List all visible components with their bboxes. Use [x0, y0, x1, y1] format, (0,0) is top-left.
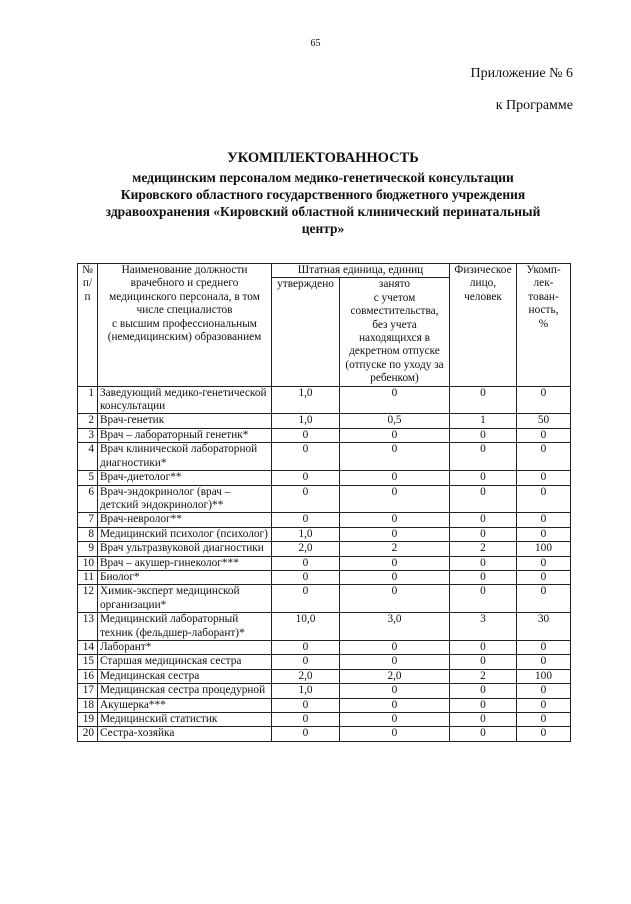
row-staffing-percent: 0 [517, 443, 571, 471]
table-row [78, 542, 571, 556]
row-number: 20 [78, 727, 98, 741]
row-occupied: 0 [340, 570, 450, 584]
row-approved: 0 [272, 443, 340, 471]
row-number: 5 [78, 471, 98, 485]
table-row [78, 443, 571, 471]
header-position: Наименование должности врачебного и среднего медицинского персонала, в том числе специалистов с высшим профессиональным (немедицинским) образованием [98, 264, 272, 387]
row-number: 1 [78, 386, 98, 414]
row-position-name: Врач-невролог** [98, 513, 272, 527]
row-occupied: 0 [340, 556, 450, 570]
row-occupied: 0 [340, 513, 450, 527]
row-position-name: Медицинская сестра [98, 669, 272, 683]
row-number: 17 [78, 684, 98, 698]
table-row [78, 713, 571, 727]
row-number: 10 [78, 556, 98, 570]
row-position-name: Врач ультразвуковой диагностики [98, 542, 272, 556]
row-approved: 0 [272, 698, 340, 712]
row-staffing-percent: 0 [517, 485, 571, 513]
row-number: 19 [78, 713, 98, 727]
row-position-name: Медицинская сестра процедурной [98, 684, 272, 698]
row-occupied: 0 [340, 386, 450, 414]
row-persons: 0 [450, 585, 517, 613]
row-staffing-percent: 0 [517, 428, 571, 442]
row-approved: 0 [272, 471, 340, 485]
page-number: 65 [310, 38, 321, 49]
row-persons: 0 [450, 443, 517, 471]
table-row [78, 386, 571, 414]
row-position-name: Врач клинической лабораторной диагностики* [98, 443, 272, 471]
row-approved: 0 [272, 428, 340, 442]
row-number: 18 [78, 698, 98, 712]
row-position-name: Медицинский лабораторный техник (фельдшер-лаборант)* [98, 613, 272, 641]
header-number: № п/п [78, 264, 98, 387]
row-number: 9 [78, 542, 98, 556]
row-persons: 0 [450, 640, 517, 654]
table-row [78, 684, 571, 698]
row-number: 12 [78, 585, 98, 613]
row-persons: 0 [450, 713, 517, 727]
table-row [78, 527, 571, 541]
table-row [78, 585, 571, 613]
row-number: 14 [78, 640, 98, 654]
row-position-name: Врач-эндокринолог (врач – детский эндокринолог)** [98, 485, 272, 513]
row-approved: 2,0 [272, 669, 340, 683]
row-staffing-percent: 0 [517, 556, 571, 570]
title-line-2: Кировского областного государственного бюджетного учреждения [120, 187, 526, 202]
row-persons: 0 [450, 485, 517, 513]
table-row [78, 727, 571, 741]
row-occupied: 3,0 [340, 613, 450, 641]
table-row [78, 556, 571, 570]
table-row [78, 428, 571, 442]
row-persons: 0 [450, 527, 517, 541]
staffing-table [77, 263, 571, 742]
document-title [80, 150, 566, 237]
row-occupied: 0 [340, 727, 450, 741]
row-persons: 0 [450, 570, 517, 584]
row-position-name: Медицинский психолог (психолог) [98, 527, 272, 541]
table-row [78, 414, 571, 428]
row-occupied: 0,5 [340, 414, 450, 428]
table-row [78, 655, 571, 669]
row-position-name: Сестра-хозяйка [98, 727, 272, 741]
row-position-name: Старшая медицинская сестра [98, 655, 272, 669]
row-staffing-percent: 0 [517, 527, 571, 541]
title-main: УКОМПЛЕКТОВАННОСТЬ [227, 150, 419, 166]
row-approved: 1,0 [272, 527, 340, 541]
row-number: 2 [78, 414, 98, 428]
row-staffing-percent: 0 [517, 640, 571, 654]
row-staffing-percent: 0 [517, 727, 571, 741]
row-occupied: 0 [340, 428, 450, 442]
table-row [78, 485, 571, 513]
header-approved: утверждено [272, 278, 340, 386]
row-number: 16 [78, 669, 98, 683]
row-persons: 1 [450, 414, 517, 428]
row-staffing-percent: 100 [517, 542, 571, 556]
title-line-1: медицинским персоналом медико-генетической консультации [132, 170, 514, 185]
row-approved: 1,0 [272, 414, 340, 428]
row-number: 13 [78, 613, 98, 641]
row-persons: 0 [450, 727, 517, 741]
appendix-label: Приложение № 6 [470, 66, 573, 81]
table-row [78, 669, 571, 683]
row-approved: 0 [272, 713, 340, 727]
row-position-name: Акушерка*** [98, 698, 272, 712]
row-number: 7 [78, 513, 98, 527]
table-row [78, 513, 571, 527]
row-staffing-percent: 0 [517, 655, 571, 669]
row-staffing-percent: 100 [517, 669, 571, 683]
row-approved: 1,0 [272, 684, 340, 698]
row-approved: 0 [272, 585, 340, 613]
header-persons: Физическое лицо, человек [450, 264, 517, 387]
title-line-4: центр» [301, 221, 345, 236]
row-staffing-percent: 0 [517, 513, 571, 527]
row-position-name: Лаборант* [98, 640, 272, 654]
row-approved: 10,0 [272, 613, 340, 641]
row-staffing-percent: 0 [517, 570, 571, 584]
row-occupied: 0 [340, 443, 450, 471]
header-occupied: занято с учетом совместительства, без учета находящихся в декретном отпуске (отпуске по уходу за ребенком) [340, 278, 450, 386]
row-occupied: 0 [340, 527, 450, 541]
row-persons: 0 [450, 428, 517, 442]
row-occupied: 2 [340, 542, 450, 556]
row-position-name: Медицинский статистик [98, 713, 272, 727]
row-occupied: 2,0 [340, 669, 450, 683]
row-number: 4 [78, 443, 98, 471]
header-staff-units: Штатная единица, единиц [272, 264, 450, 278]
row-approved: 0 [272, 485, 340, 513]
row-staffing-percent: 0 [517, 713, 571, 727]
row-position-name: Врач-генетик [98, 414, 272, 428]
row-approved: 0 [272, 655, 340, 669]
row-number: 3 [78, 428, 98, 442]
row-approved: 1,0 [272, 386, 340, 414]
table-body [78, 386, 571, 741]
row-approved: 0 [272, 556, 340, 570]
row-approved: 0 [272, 640, 340, 654]
appendix-program-label: к Программе [495, 98, 573, 113]
table-row [78, 570, 571, 584]
row-occupied: 0 [340, 485, 450, 513]
row-staffing-percent: 0 [517, 471, 571, 485]
row-position-name: Врач – лабораторный генетик* [98, 428, 272, 442]
row-approved: 0 [272, 727, 340, 741]
row-approved: 0 [272, 513, 340, 527]
row-persons: 0 [450, 386, 517, 414]
row-persons: 0 [450, 513, 517, 527]
row-number: 6 [78, 485, 98, 513]
row-persons: 0 [450, 684, 517, 698]
row-number: 15 [78, 655, 98, 669]
row-position-name: Химик-эксперт медицинской организации* [98, 585, 272, 613]
table-row [78, 613, 571, 641]
row-staffing-percent: 0 [517, 386, 571, 414]
row-position-name: Заведующий медико-генетической консультации [98, 386, 272, 414]
row-persons: 2 [450, 669, 517, 683]
row-persons: 0 [450, 655, 517, 669]
table-row [78, 698, 571, 712]
row-approved: 0 [272, 570, 340, 584]
header-staffing-percent: Укомп- лек- тован- ность, % [517, 264, 571, 387]
row-occupied: 0 [340, 684, 450, 698]
row-persons: 2 [450, 542, 517, 556]
row-occupied: 0 [340, 698, 450, 712]
row-persons: 3 [450, 613, 517, 641]
row-occupied: 0 [340, 585, 450, 613]
row-occupied: 0 [340, 640, 450, 654]
row-occupied: 0 [340, 471, 450, 485]
row-staffing-percent: 0 [517, 684, 571, 698]
row-staffing-percent: 50 [517, 414, 571, 428]
row-position-name: Врач – акушер-гинеколог*** [98, 556, 272, 570]
table-row [78, 471, 571, 485]
row-number: 8 [78, 527, 98, 541]
row-number: 11 [78, 570, 98, 584]
row-persons: 0 [450, 471, 517, 485]
row-position-name: Биолог* [98, 570, 272, 584]
row-persons: 0 [450, 556, 517, 570]
row-staffing-percent: 0 [517, 585, 571, 613]
row-approved: 2,0 [272, 542, 340, 556]
table-row [78, 640, 571, 654]
row-occupied: 0 [340, 655, 450, 669]
row-occupied: 0 [340, 713, 450, 727]
row-persons: 0 [450, 698, 517, 712]
row-position-name: Врач-диетолог** [98, 471, 272, 485]
row-staffing-percent: 30 [517, 613, 571, 641]
title-line-3: здравоохранения «Кировский областной клинический перинатальный [105, 204, 541, 219]
row-staffing-percent: 0 [517, 698, 571, 712]
